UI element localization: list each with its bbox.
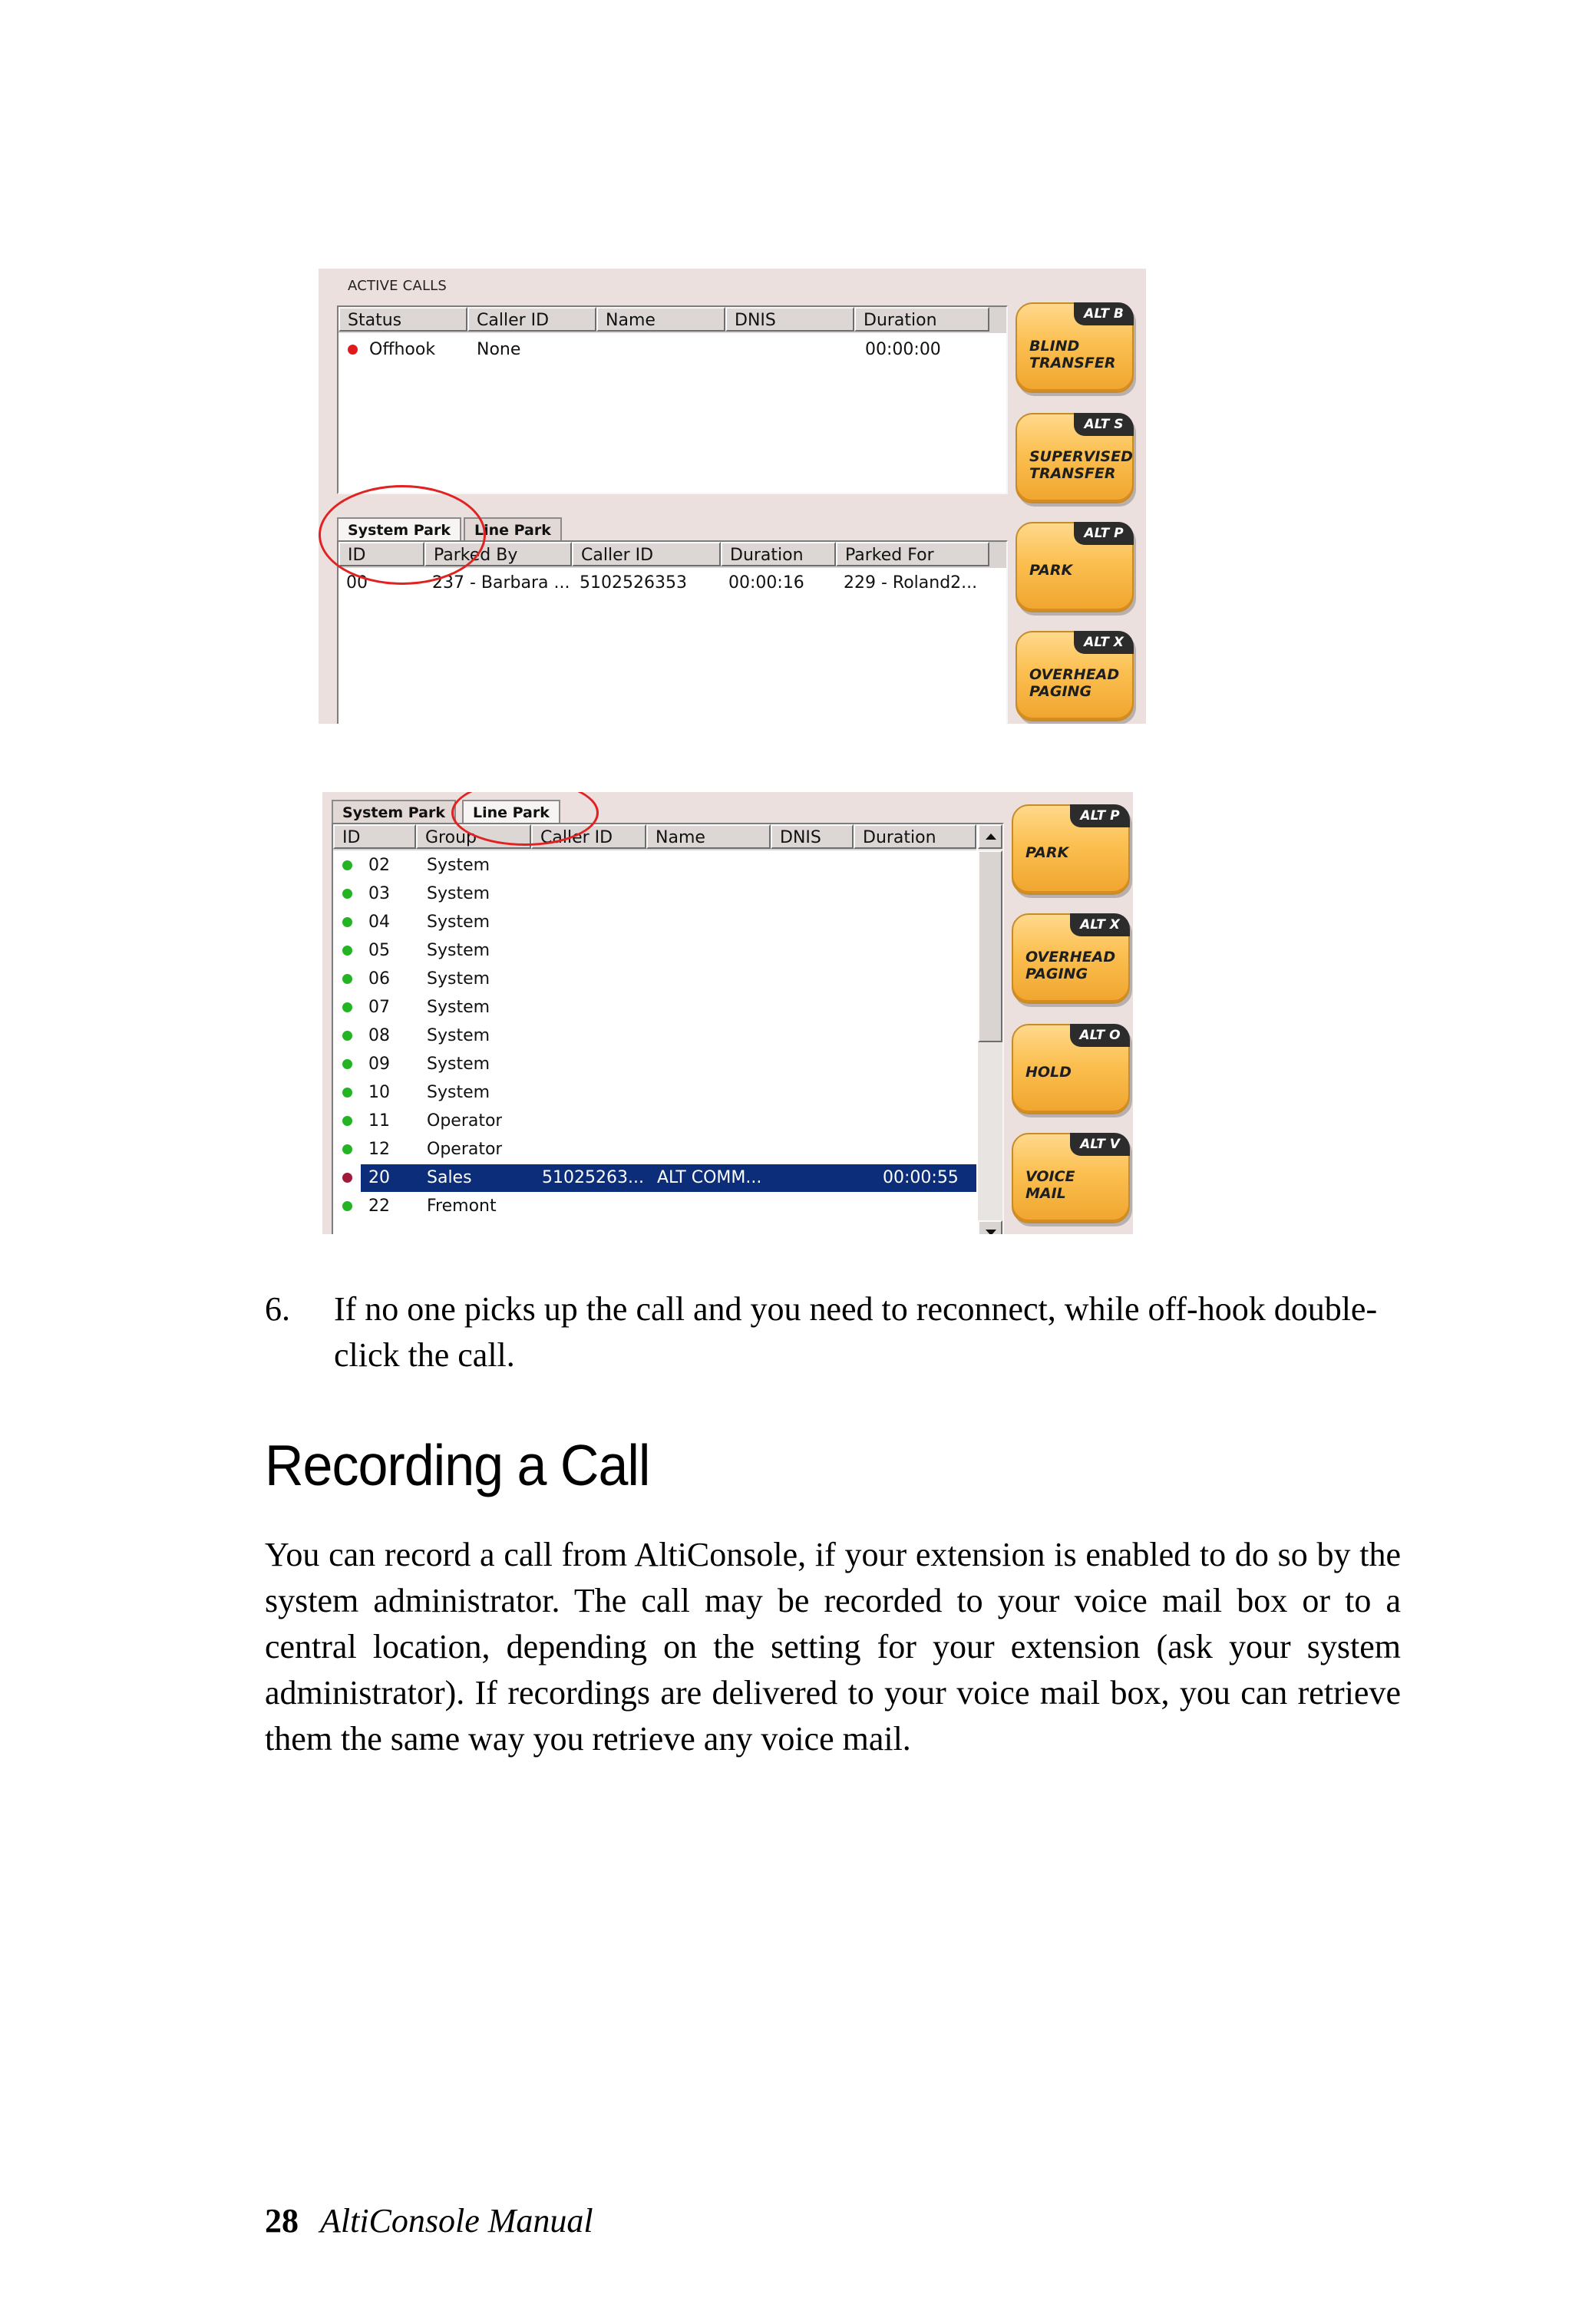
table-row[interactable]	[333, 994, 976, 1022]
vertical-scrollbar[interactable]	[978, 824, 1002, 1234]
column-header-dnis[interactable]: DNIS	[771, 824, 854, 849]
column-header-id[interactable]: ID	[339, 542, 424, 566]
table-row[interactable]	[333, 1193, 976, 1220]
step-number: 6.	[265, 1290, 290, 1328]
cell-id: 03	[368, 884, 390, 903]
column-header-duration[interactable]: Duration	[854, 824, 976, 849]
table-row[interactable]	[333, 966, 976, 993]
hold-button[interactable]	[1012, 1024, 1130, 1114]
column-header-name[interactable]: Name	[596, 307, 725, 332]
arrow-down-icon	[986, 1230, 996, 1234]
table-row[interactable]	[333, 880, 976, 908]
page-number: 28	[265, 2202, 299, 2240]
column-header-caller-id[interactable]: Caller ID	[467, 307, 596, 332]
screenshot-active-calls	[319, 269, 1146, 724]
column-header-status[interactable]: Status	[339, 307, 467, 332]
shortcut-badge: ALT X	[1074, 631, 1134, 654]
cell-caller-id: None	[477, 340, 521, 359]
column-header-duration[interactable]: Duration	[721, 542, 836, 566]
line-park-rows	[333, 852, 976, 1234]
cell-caller-id: 5102526353	[580, 573, 687, 593]
page-footer	[265, 2201, 593, 2240]
cell-duration: 00:00:00	[865, 340, 941, 359]
column-header-name[interactable]: Name	[646, 824, 771, 849]
cell-id: 05	[368, 941, 390, 960]
arrow-up-icon	[986, 834, 996, 840]
blind-transfer-button[interactable]	[1016, 302, 1134, 393]
table-row[interactable]	[361, 1164, 976, 1192]
park-status-icon	[342, 860, 352, 870]
park-status-icon	[342, 974, 352, 984]
button-label: PARK	[1029, 562, 1073, 579]
cell-group: Operator	[427, 1140, 503, 1159]
button-label: VOICE MAIL	[1025, 1168, 1075, 1202]
cell-id: 08	[368, 1026, 390, 1045]
cell-parked-by: 237 - Barbara ...	[432, 573, 570, 593]
table-row[interactable]	[339, 336, 1006, 364]
cell-group: System	[427, 1055, 490, 1074]
column-header-caller-id[interactable]: Caller ID	[531, 824, 646, 849]
cell-id: 11	[368, 1111, 390, 1131]
cell-group: System	[427, 998, 490, 1017]
park-status-icon	[342, 1088, 352, 1098]
body-paragraph: You can record a call from AltiConsole, if your extension is enabled to do so by the system administrator. The call may be recorded to your voice mail box or to a central location, depending on the setting for your extension (ask your system administrator). If recordings are delivered to your voice mail box, you can retrieve them the same way you retrieve any voice mail.	[265, 1536, 1401, 1758]
cell-id: 20	[368, 1168, 390, 1187]
step-text: If no one picks up the call and you need to reconnect, while off-hook double-click the call.	[334, 1290, 1378, 1374]
section-heading: Recording a Call	[265, 1433, 650, 1498]
column-header-parked-for[interactable]: Parked For	[836, 542, 989, 566]
table-row[interactable]	[333, 1108, 976, 1135]
tab-system-park[interactable]: System Park	[337, 517, 461, 540]
park-button[interactable]	[1012, 804, 1130, 895]
cell-group: System	[427, 913, 490, 932]
park-status-icon	[342, 1059, 352, 1069]
cell-duration: 00:00:55	[883, 1168, 959, 1187]
manual-title: AltiConsole Manual	[320, 2202, 593, 2240]
cell-id: 07	[368, 998, 390, 1017]
cell-id: 02	[368, 856, 390, 875]
cell-status: Offhook	[369, 340, 436, 359]
shortcut-badge: ALT O	[1070, 1024, 1130, 1047]
table-row[interactable]	[333, 1079, 976, 1107]
table-row[interactable]	[333, 1136, 976, 1164]
column-header-group[interactable]: Group	[416, 824, 531, 849]
cell-id: 10	[368, 1083, 390, 1102]
button-label: PARK	[1025, 844, 1069, 861]
tab-line-park[interactable]: Line Park	[464, 517, 562, 540]
line-park-header	[333, 824, 976, 850]
table-row[interactable]	[333, 1051, 976, 1078]
shortcut-badge: ALT P	[1074, 522, 1134, 545]
shortcut-badge: ALT V	[1070, 1133, 1130, 1156]
offhook-status-icon	[348, 345, 358, 355]
scroll-up-button[interactable]	[978, 824, 1002, 849]
active-calls-label: ACTIVE CALLS	[348, 278, 447, 294]
scroll-down-button[interactable]	[978, 1220, 1002, 1234]
park-tabs	[337, 517, 1005, 540]
button-label: OVERHEAD PAGING	[1025, 949, 1116, 982]
voice-mail-button[interactable]	[1012, 1133, 1130, 1223]
cell-id: 00	[346, 573, 368, 593]
cell-caller-id: 51025263...	[542, 1168, 644, 1187]
park-status-icon	[342, 1173, 352, 1183]
park-status-icon	[342, 1002, 352, 1012]
cell-id: 12	[368, 1140, 390, 1159]
shortcut-badge: ALT B	[1074, 302, 1134, 325]
cell-name: ALT COMM...	[657, 1168, 762, 1187]
table-row[interactable]	[333, 937, 976, 965]
column-header-parked-by[interactable]: Parked By	[424, 542, 572, 566]
table-row[interactable]	[333, 1022, 976, 1050]
cell-group: Sales	[427, 1168, 472, 1187]
cell-id: 06	[368, 969, 390, 989]
button-label: OVERHEAD PAGING	[1029, 666, 1120, 700]
scroll-thumb[interactable]	[978, 850, 1002, 1042]
cell-group: Operator	[427, 1111, 503, 1131]
cell-id: 22	[368, 1197, 390, 1216]
table-row[interactable]	[333, 852, 976, 880]
overhead-paging-button[interactable]	[1012, 913, 1130, 1004]
table-row[interactable]	[333, 909, 976, 936]
cell-group: System	[427, 1026, 490, 1045]
column-header-duration[interactable]: Duration	[854, 307, 989, 332]
column-header-dnis[interactable]: DNIS	[725, 307, 854, 332]
active-calls-list[interactable]	[337, 305, 1008, 494]
shortcut-badge: ALT S	[1074, 413, 1134, 436]
cell-group: System	[427, 1083, 490, 1102]
cell-group: Fremont	[427, 1197, 497, 1216]
park-status-icon	[342, 1031, 352, 1041]
screenshot-line-park	[322, 792, 1133, 1234]
button-label: BLIND TRANSFER	[1029, 338, 1116, 371]
park-status-icon	[342, 1144, 352, 1154]
park-status-icon	[342, 889, 352, 899]
cell-group: System	[427, 856, 490, 875]
tab-line-park[interactable]: Line Park	[462, 800, 560, 823]
button-label: HOLD	[1025, 1064, 1072, 1081]
park-status-icon	[342, 946, 352, 956]
tab-system-park[interactable]: System Park	[332, 800, 456, 823]
cell-group: System	[427, 941, 490, 960]
park-status-icon	[342, 1201, 352, 1211]
cell-parked-for: 229 - Roland2...	[844, 573, 978, 593]
line-park-list[interactable]	[332, 823, 1004, 1234]
button-label: SUPERVISED TRANSFER	[1029, 448, 1133, 482]
shortcut-badge: ALT X	[1070, 913, 1130, 936]
overhead-paging-button[interactable]	[1016, 631, 1134, 721]
column-header-caller-id[interactable]: Caller ID	[572, 542, 721, 566]
active-calls-header	[339, 307, 1006, 333]
cell-group: System	[427, 884, 490, 903]
park-status-icon	[342, 917, 352, 927]
supervised-transfer-button[interactable]	[1016, 413, 1134, 503]
cell-duration: 00:00:16	[728, 573, 804, 593]
column-header-id[interactable]: ID	[333, 824, 416, 849]
shortcut-badge: ALT P	[1070, 804, 1130, 827]
park-status-icon	[342, 1116, 352, 1126]
park-tabs	[332, 800, 999, 823]
park-button[interactable]	[1016, 522, 1134, 612]
cell-group: System	[427, 969, 490, 989]
cell-id: 04	[368, 913, 390, 932]
cell-id: 09	[368, 1055, 390, 1074]
